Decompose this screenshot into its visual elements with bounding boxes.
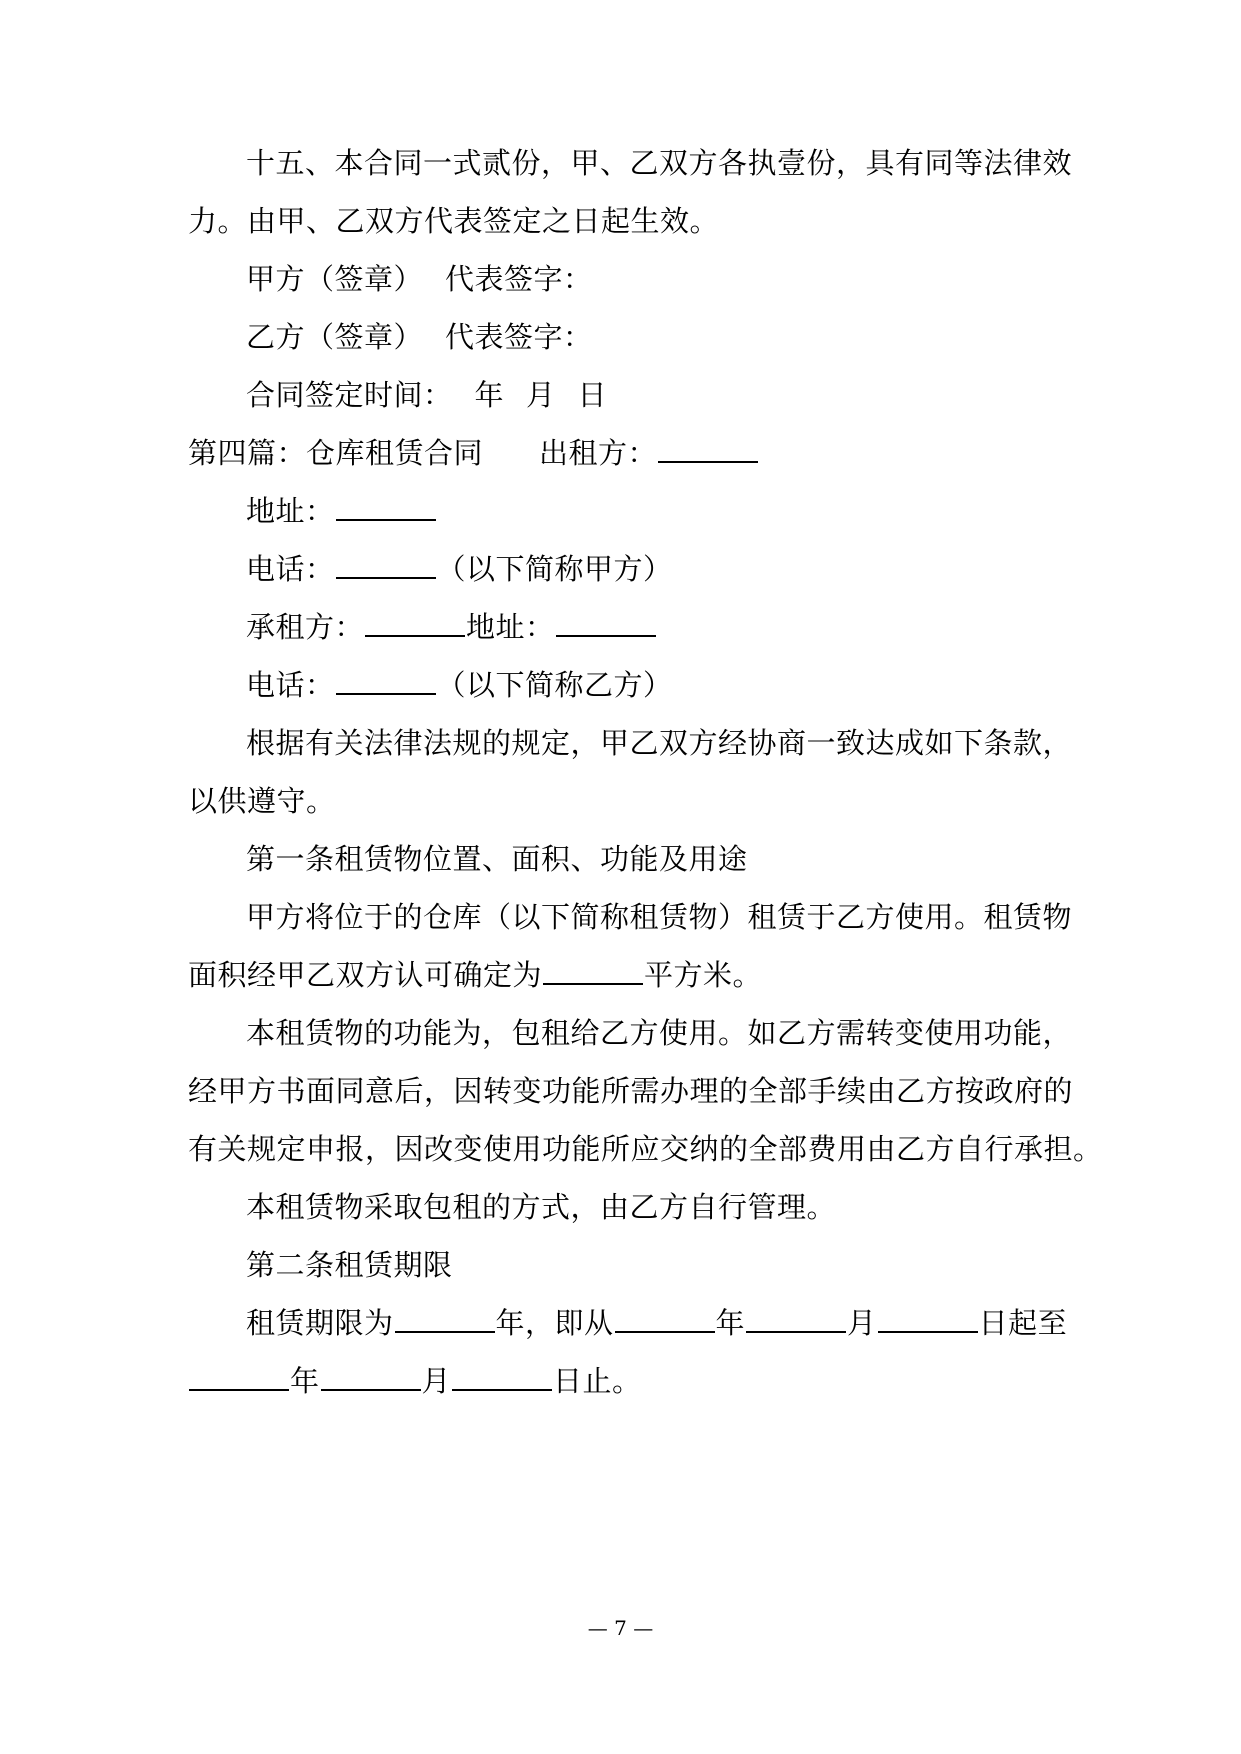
party-a-signature-line [188, 259, 1126, 299]
date-year-label: 年 [474, 378, 505, 412]
start-day-label: 日起至 [978, 1306, 1068, 1340]
intro-line-1 [188, 723, 1126, 763]
start-year-label: 年 [715, 1306, 746, 1340]
party-b-rep-label: 代表签字： [445, 320, 593, 354]
article-1-para-2-text-cont: 经甲方书面同意后，因转变功能所需办理的全部手续由乙方按政府的 [188, 1074, 1074, 1108]
end-day-blank[interactable] [452, 1363, 552, 1391]
lessor-phone-label: 电话： [246, 552, 335, 586]
lessee-line [188, 607, 1126, 647]
end-year-label: 年 [290, 1364, 320, 1398]
chapter-title: 第四篇：仓库租赁合同 [188, 436, 484, 470]
start-month-label: 月 [847, 1306, 877, 1340]
article-1-para-1-line-1 [188, 897, 1126, 937]
clause-15-text: 十五、本合同一式贰份，甲、乙双方各执壹份，具有同等法律效 [246, 146, 1073, 180]
clause-15-line-1 [188, 143, 1126, 183]
lessor-blank[interactable] [658, 435, 758, 463]
area-unit: 平方米。 [644, 958, 763, 992]
lessor-address-label: 地址： [246, 494, 335, 528]
lessor-address-blank[interactable] [336, 493, 436, 521]
signing-date-label: 合同签定时间： [246, 378, 453, 412]
article-2-title: 第二条租赁期限 [246, 1248, 453, 1282]
intro-text-cont: 以供遵守。 [188, 784, 336, 818]
article-1-para-2-text: 本租赁物的功能为，包租给乙方使用。如乙方需转变使用功能， [246, 1016, 1073, 1050]
end-month-label: 月 [421, 1364, 452, 1398]
article-2-line-1 [188, 1303, 1126, 1343]
chapter-heading-line [188, 433, 1068, 473]
article-1-para-2-line-3 [188, 1129, 1103, 1169]
term-years-blank[interactable] [395, 1305, 495, 1333]
lessee-label: 承租方： [246, 610, 365, 644]
intro-text: 根据有关法律法规的规定，甲乙双方经协商一致达成如下条款， [246, 726, 1073, 760]
date-day-label: 日 [577, 378, 608, 412]
lessor-phone-blank[interactable] [336, 551, 436, 579]
signing-date-line [188, 375, 1126, 415]
area-blank[interactable] [543, 957, 643, 985]
end-day-label: 日止。 [553, 1364, 642, 1398]
party-b-seal-label: 乙方（签章） [246, 320, 424, 354]
clause-15-line-2 [188, 201, 1068, 241]
end-month-blank[interactable] [321, 1363, 421, 1391]
lessee-phone-line [188, 665, 1126, 705]
article-1-para-1-line-2 [188, 955, 1068, 995]
lessor-label: 出租方： [539, 436, 658, 470]
article-1-para-3 [188, 1187, 1126, 1227]
date-month-label: 月 [526, 378, 556, 412]
party-b-signature-line [188, 317, 1126, 357]
area-label: 面积经甲乙双方认可确定为 [188, 958, 543, 992]
start-year-blank[interactable] [615, 1305, 715, 1333]
lessee-phone-blank[interactable] [336, 667, 436, 695]
page-number: — 7 — [587, 1616, 654, 1640]
lessor-alias-note: （以下简称甲方） [436, 552, 673, 586]
article-1-title: 第一条租赁物位置、面积、功能及用途 [246, 842, 748, 876]
start-month-blank[interactable] [746, 1305, 846, 1333]
term-from-label: 年，即从 [495, 1306, 614, 1340]
lessee-phone-label: 电话： [246, 668, 335, 702]
article-1-para-2-text-end: 有关规定申报，因改变使用功能所应交纳的全部费用由乙方自行承担。 [188, 1132, 1103, 1166]
article-1-para-2-line-1 [188, 1013, 1126, 1053]
article-1-para-1-text: 甲方将位于的仓库（以下简称租赁物）租赁于乙方使用。租赁物 [246, 900, 1073, 934]
term-label: 租赁期限为 [246, 1306, 394, 1340]
page-footer [0, 1614, 1241, 1642]
end-year-blank[interactable] [189, 1363, 289, 1391]
clause-15-text-cont: 力。由甲、乙双方代表签定之日起生效。 [188, 204, 720, 238]
lessee-address-blank[interactable] [556, 609, 656, 637]
article-2-line-2 [188, 1361, 1068, 1401]
party-a-seal-label: 甲方（签章） [246, 262, 424, 296]
lessee-alias-note: （以下简称乙方） [436, 668, 673, 702]
lessor-phone-line [188, 549, 1126, 589]
lessee-blank[interactable] [365, 609, 465, 637]
lessor-address-line [188, 491, 1126, 531]
article-1-para-2-line-2 [188, 1071, 1074, 1111]
article-1-para-3-text: 本租赁物采取包租的方式，由乙方自行管理。 [246, 1190, 837, 1224]
intro-line-2 [188, 781, 1068, 821]
start-day-blank[interactable] [878, 1305, 978, 1333]
article-1-heading [188, 839, 1126, 879]
lessee-address-label: 地址： [466, 610, 555, 644]
article-2-heading [188, 1245, 1126, 1285]
party-a-rep-label: 代表签字： [445, 262, 593, 296]
